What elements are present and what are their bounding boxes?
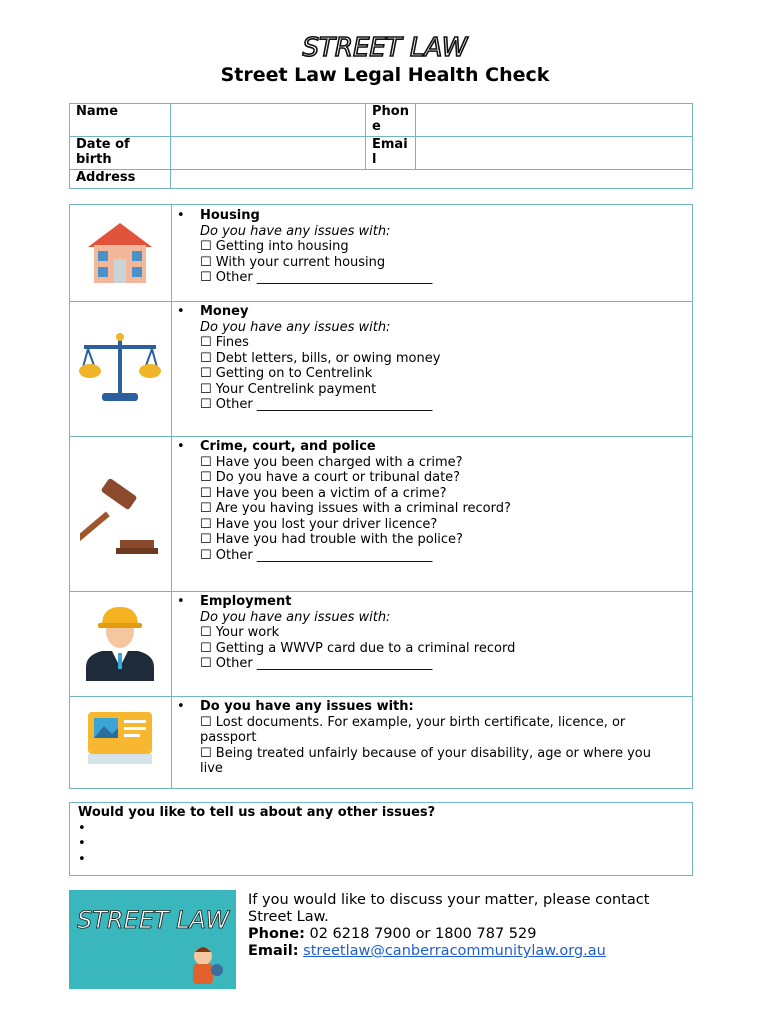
house-icon: [86, 221, 154, 285]
checkbox-item[interactable]: ☐ Your Centrelink payment: [200, 381, 377, 397]
issues-sections: [69, 204, 693, 789]
checkbox-item[interactable]: ☐ With your current housing: [200, 254, 386, 270]
section-money: [70, 301, 692, 437]
id-card-icon: [86, 710, 154, 766]
scales-icon: [78, 331, 162, 407]
checkbox-item[interactable]: ☐ Have you lost your driver licence?: [200, 516, 438, 532]
other-issue-bullet[interactable]: •: [78, 851, 86, 867]
checkbox-item[interactable]: ☐ Other ___________________________: [200, 397, 433, 412]
checkbox-item[interactable]: ☐ Your work: [200, 625, 280, 640]
checkbox-item[interactable]: ☐ Other ___________________________: [200, 270, 433, 285]
phone-label: Phone:: [248, 926, 305, 942]
dob-label: Date of birth: [70, 137, 171, 170]
email-link[interactable]: streetlaw@canberracommunitylaw.org.au: [303, 943, 606, 959]
housing-question: Do you have any issues with:: [200, 223, 391, 239]
phone-label: Phon e: [366, 104, 416, 137]
checkbox-item[interactable]: ☐ Other ___________________________: [200, 547, 433, 563]
documents-icon-cell: [70, 696, 172, 788]
housing-icon-cell: [70, 205, 172, 301]
section-documents: [70, 696, 692, 788]
email-label: Emai l: [366, 137, 416, 170]
phone-field[interactable]: [415, 104, 692, 137]
checkbox-item[interactable]: ☐ Fines: [200, 335, 249, 350]
contact-block: [248, 892, 698, 960]
street-law-banner-art: [69, 890, 236, 989]
money-question: Do you have any issues with:: [200, 319, 391, 335]
other-issues-box: [69, 802, 693, 876]
street-law-banner: [69, 890, 236, 989]
checkbox-item[interactable]: ☐ Getting on to Centrelink: [200, 366, 373, 381]
other-issue-bullet[interactable]: •: [78, 836, 86, 851]
worker-icon: [82, 601, 158, 681]
phone-value: 02 6218 7900 or 1800 787 529: [304, 926, 537, 942]
personal-info-table: [69, 103, 693, 189]
bullet: •: [177, 439, 185, 454]
employment-question: Do you have any issues with:: [200, 609, 391, 625]
checkbox-item[interactable]: ☐ Are you having issues with a criminal record?: [200, 501, 511, 516]
checkbox-item[interactable]: ☐ Do you have a court or tribunal date?: [200, 470, 461, 485]
gavel-icon: [80, 476, 160, 556]
address-field[interactable]: [171, 170, 693, 189]
bullet: •: [177, 304, 185, 319]
other-issue-bullet[interactable]: •: [78, 820, 86, 836]
street-law-logo: [300, 26, 470, 68]
name-field[interactable]: [171, 104, 366, 137]
email-field[interactable]: [415, 137, 692, 170]
bullet: •: [177, 699, 185, 714]
svg-text:STREET LAW: STREET LAW: [302, 33, 468, 63]
dob-field[interactable]: [171, 137, 366, 170]
bullet: •: [177, 208, 185, 223]
crime-icon-cell: [70, 436, 172, 591]
checkbox-item[interactable]: ☐ Debt letters, bills, or owing money: [200, 350, 441, 366]
checkbox-item[interactable]: ☐ Lost documents. For example, your birth certificate, licence, or passport: [200, 714, 626, 745]
checkbox-item[interactable]: ☐ Being treated unfairly because of your disability, age or where you live: [200, 745, 651, 776]
page-title: Street Law Legal Health Check: [220, 64, 550, 86]
checkbox-item[interactable]: ☐ Getting a WWVP card due to a criminal record: [200, 640, 516, 656]
housing-heading: Housing: [200, 208, 260, 223]
employment-icon-cell: [70, 591, 172, 696]
checkbox-item[interactable]: ☐ Have you been charged with a crime?: [200, 454, 463, 470]
email-label: Email:: [248, 943, 299, 959]
checkbox-item[interactable]: ☐ Getting into housing: [200, 239, 349, 254]
money-heading: Money: [200, 304, 249, 319]
money-icon-cell: [70, 301, 172, 436]
checkbox-item[interactable]: ☐ Other ___________________________: [200, 656, 433, 671]
other-issues-heading: Would you like to tell us about any other issues?: [78, 805, 436, 820]
section-employment: [70, 591, 692, 697]
bullet: •: [177, 594, 185, 609]
checkbox-item[interactable]: ☐ Have you had trouble with the police?: [200, 532, 463, 547]
contact-intro: If you would like to discuss your matter, please contact Street Law.: [248, 892, 650, 925]
section-crime: [70, 436, 692, 592]
svg-text:STREET LAW: STREET LAW: [77, 906, 230, 934]
name-label: Name: [70, 104, 171, 137]
documents-heading: Do you have any issues with:: [200, 699, 414, 714]
checkbox-item[interactable]: ☐ Have you been a victim of a crime?: [200, 485, 447, 501]
address-label: Address: [70, 170, 171, 189]
employment-heading: Employment: [200, 594, 292, 609]
crime-heading: Crime, court, and police: [200, 439, 376, 454]
section-housing: [70, 205, 692, 302]
